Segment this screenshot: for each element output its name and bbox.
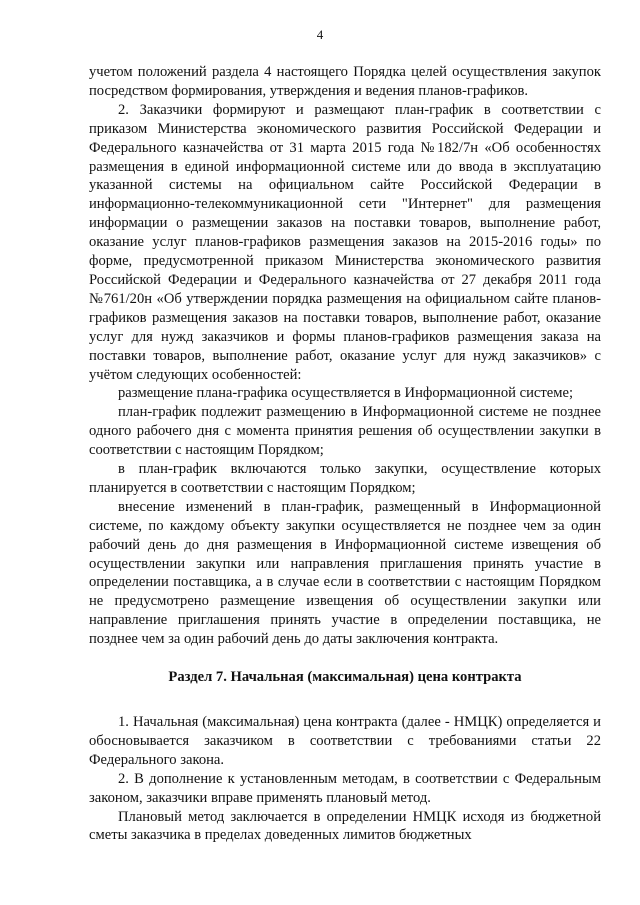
section-heading: Раздел 7. Начальная (максимальная) цена контракта (168, 669, 522, 686)
paragraph: Плановый метод заключается в определении НМЦК исходя из бюджетной сметы заказчика в пределах доведенных лимитов бюджетных (89, 808, 601, 844)
paragraph: 2. В дополнение к установленным методам, в соответствии с Федеральным законом, заказчики вправе применять плановый метод. (89, 770, 601, 806)
list-item: план-график подлежит размещению в Информационной системе не позднее одного рабочего дня с момента принятия решения об осуществлении закупки в соответствии с настоящим Порядком; (89, 404, 601, 459)
document-body (89, 63, 601, 845)
list-item: размещение плана-графика осуществляется в Информационной системе; (118, 385, 573, 402)
list-item: внесение изменений в план-график, размещенный в Информационной системе, по каждому объекту закупки осуществляется не позднее чем за один рабочий день до дня размещения в Информационной системе извещения об осуществлении закупки или направления приглашения принять участие в определении поставщика, а в случае если в соответствии с настоящим Порядком не предусмотрено размещение извещения об осуществлении закупки или направление приглашения принять участие в определении поставщика, не позднее чем за один рабочий день до даты заключения контракта. (89, 498, 601, 648)
paragraph: 1. Начальная (максимальная) цена контракта (далее - НМЦК) определяется и обосновывается заказчиком в соответствии с требованиями статьи 22 Федерального закона. (89, 714, 601, 768)
paragraph: учетом положений раздела 4 настоящего Порядка целей осуществления закупок посредством формирования, утверждения и ведения планов-графиков. (89, 64, 601, 99)
page-number: 4 (316, 27, 324, 42)
paragraph: 2. Заказчики формируют и размещают план-график в соответствии с приказом Министерства экономического развития Российской Федерации и Федерального казначейства от 31 марта 2015 года №182/7н «Об особенностях размещения в единой информационной системе или до ввода в эксплуатацию указанной системы на официальном сайте Российской Федерации в информационно-телекоммуникационной сети "Интернет" для размещения информации о размещении заказов на поставки товаров, выполнение работ, оказание услуг планов-графиков размещения заказов на 2015-2016 годы» по форме, предусмотренной приказом Министерства экономического развития Российской Федерации и Федерального казначейства от 27 декабря 2011 года №761/20н «Об утверждении порядка размещения на официальном сайте планов-графиков размещения заказов на поставки товаров, выполнение работ, оказание услуг для нужд заказчиков и формы планов-графиков размещения заказа на поставки товаров, выполнение работ, оказание услуг для нужд заказчиков» с учётом следующих особенностей: (89, 101, 601, 383)
list-item: в план-график включаются только закупки, осуществление которых планируется в соответствии с настоящим Порядком; (89, 461, 601, 496)
